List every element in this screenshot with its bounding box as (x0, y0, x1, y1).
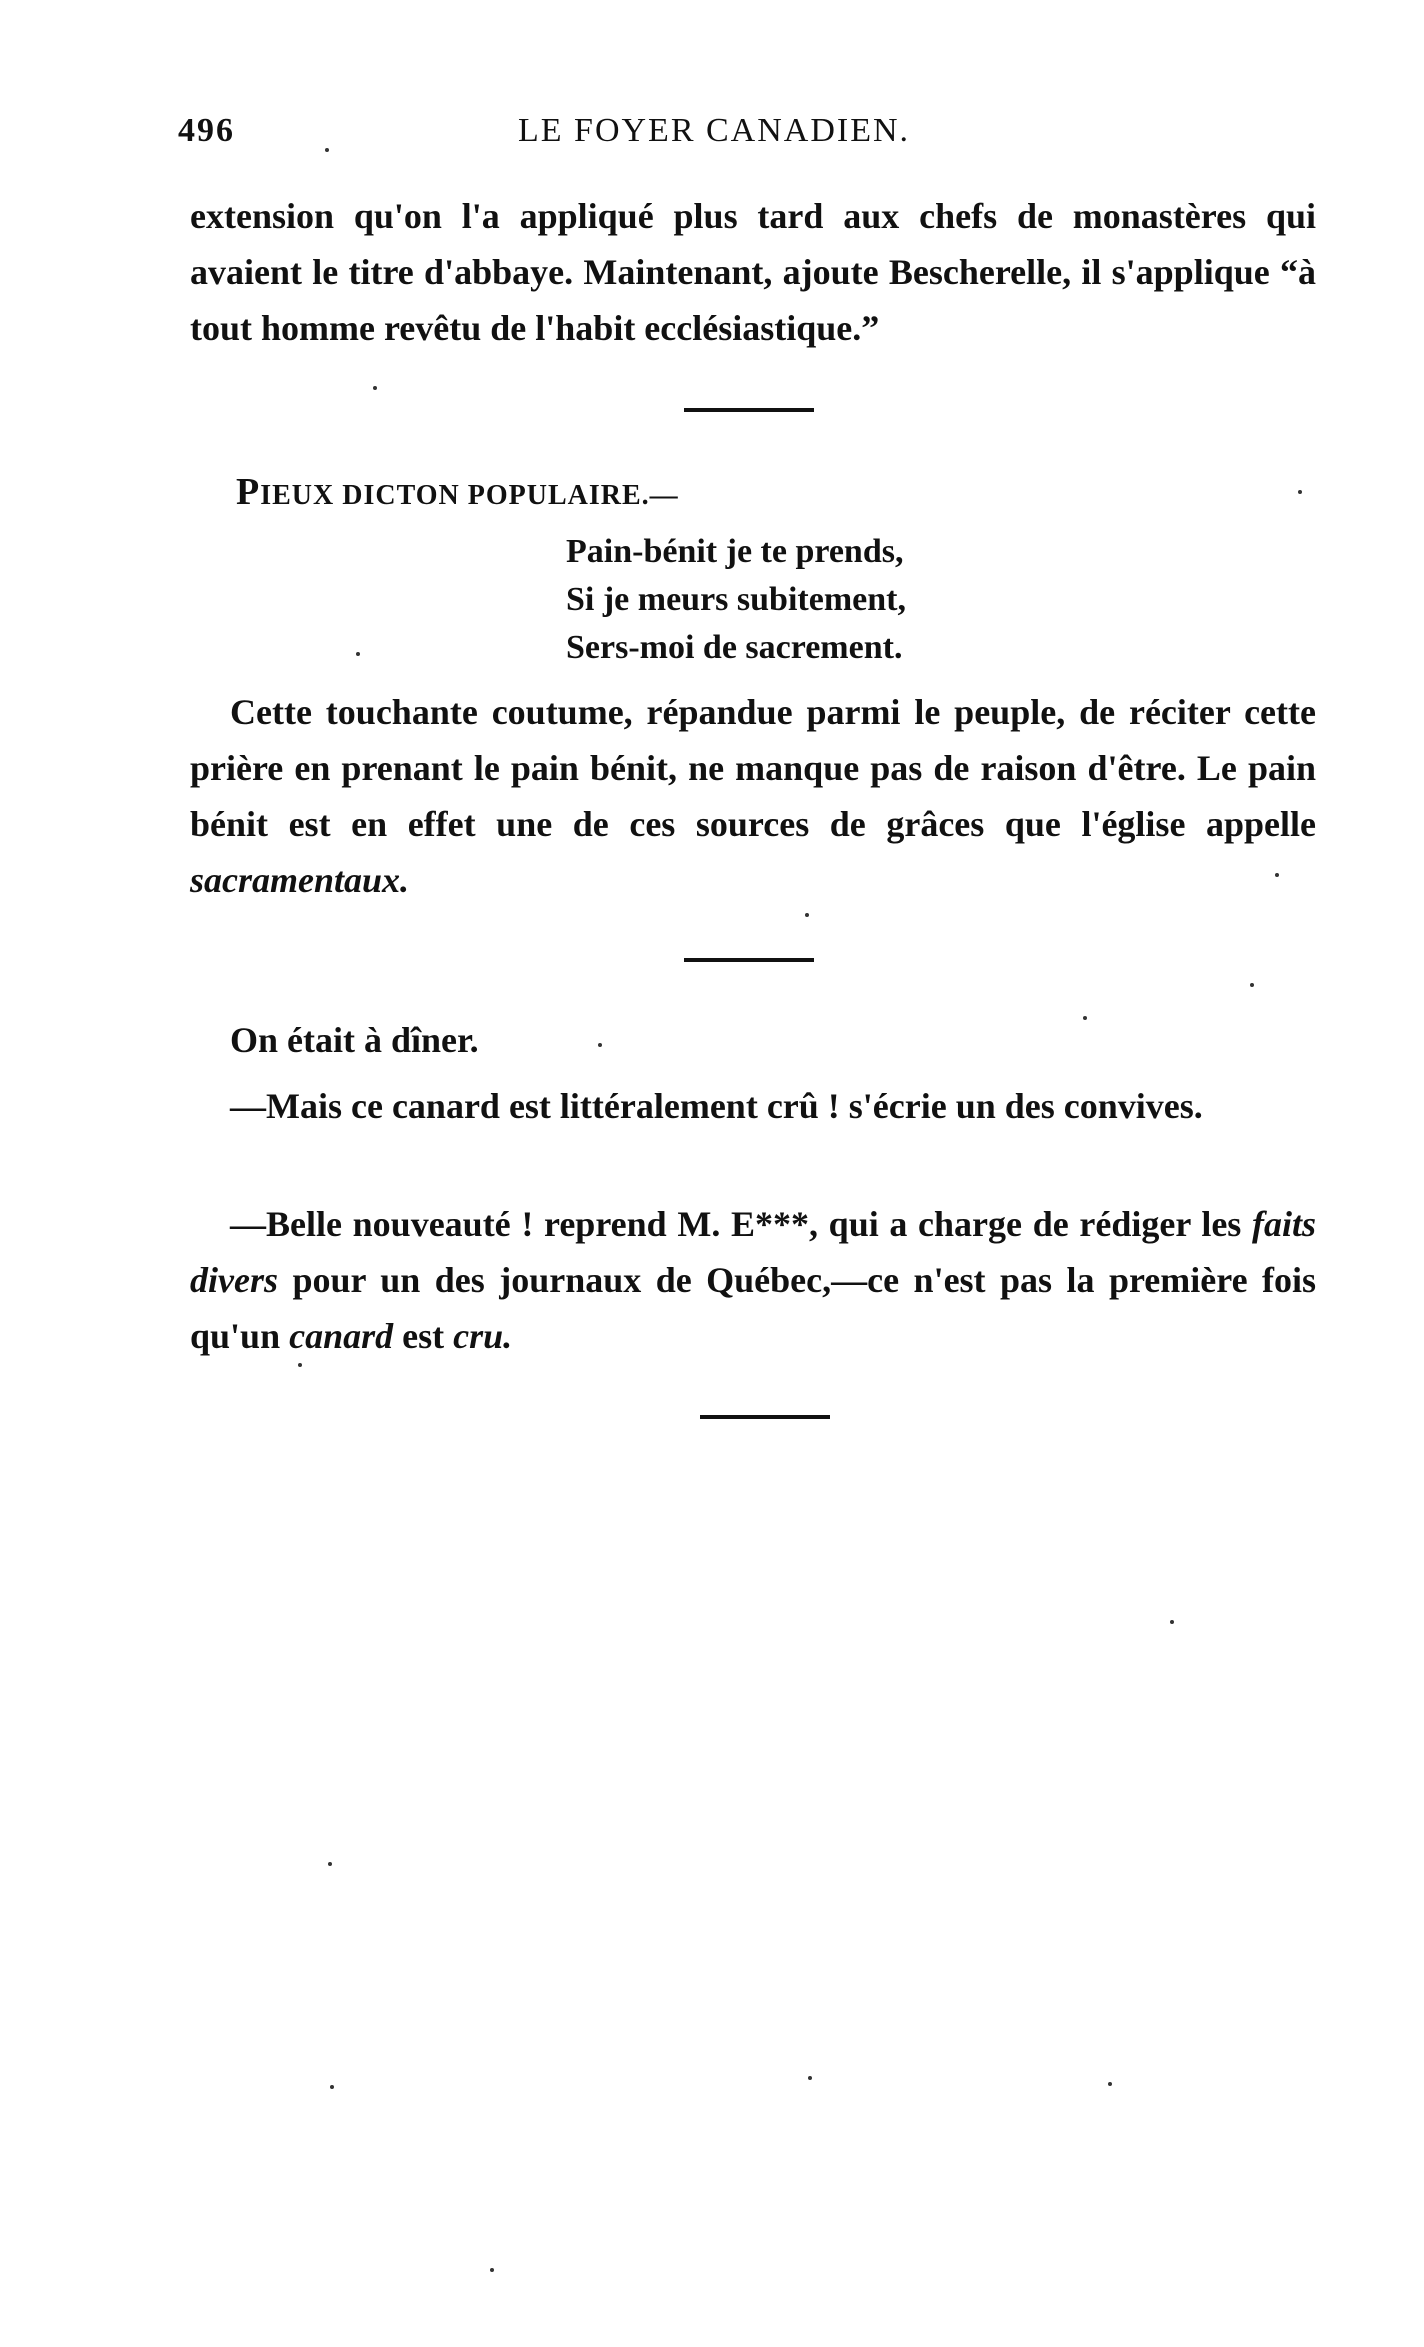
dialogue-text-a: —Belle nouveauté ! reprend M. E***, qui a charge de rédiger les (230, 1204, 1252, 1244)
dialogue-text-b: pour un des journaux de Québec,—ce n'est pas la première fois qu'un (190, 1260, 1316, 1356)
section-divider-2 (684, 958, 814, 962)
poem-verse (566, 528, 906, 672)
print-speck (490, 2268, 494, 2272)
dialogue-line-3 (190, 1196, 1316, 1364)
paragraph-abbe-definition: extension qu'on l'a appliqué plus tard aux chefs de monastères qui avaient le titre d'abbaye. Maintenant, ajoute Bescherelle, il s'applique “à tout homme revêtu de l'habit ecclésiastique.” (190, 196, 1316, 348)
print-speck (1298, 490, 1302, 494)
print-speck (328, 1862, 332, 1866)
dialogue-line-1: On était à dîner. (230, 1020, 479, 1060)
poem-line-1: Pain-bénit je te prends, (566, 533, 904, 570)
running-title: LE FOYER CANADIEN. (518, 112, 911, 149)
dialogue-text-c: est (393, 1316, 454, 1356)
italic-canard: canard (289, 1316, 394, 1356)
page-header (178, 112, 1314, 162)
print-speck (325, 148, 329, 152)
print-speck (805, 913, 809, 917)
section-heading-pieux-dicton (236, 470, 679, 514)
poem-line-2: Si je meurs subitement, (566, 581, 906, 618)
print-speck (298, 1363, 302, 1367)
heading-initial: P (236, 471, 261, 513)
pain-benit-text: Cette touchante coutume, répandue parmi le peuple, de réciter cette prière en prenant le pain bénit, ne manque pas de raison d'être. Le pain bénit est en effet une de ces sources de grâces que l'église appelle (190, 692, 1316, 844)
print-speck (1108, 2082, 1112, 2086)
poem-line-3: Sers-moi de sacrement. (566, 629, 903, 666)
print-speck (808, 2076, 812, 2080)
print-speck (1275, 873, 1279, 877)
paragraph-pain-benit (190, 684, 1316, 908)
section-divider-1 (684, 408, 814, 412)
section-divider-3 (700, 1415, 830, 1419)
print-speck (1170, 1620, 1174, 1624)
dialogue-line-2: —Mais ce canard est littéralement crû ! s'écrie un des convives. (230, 1086, 1203, 1126)
print-speck (356, 652, 360, 656)
print-speck (1083, 1016, 1087, 1020)
page-number: 496 (178, 112, 235, 149)
pain-benit-italic: sacramentaux. (190, 860, 410, 900)
heading-rest: IEUX DICTON POPULAIRE.— (260, 480, 679, 511)
italic-faits-divers: faits divers (190, 1204, 1316, 1300)
print-speck (330, 2085, 334, 2089)
print-speck (1250, 983, 1254, 987)
print-speck (373, 386, 377, 390)
italic-cru: cru. (453, 1316, 513, 1356)
print-speck (598, 1043, 602, 1047)
